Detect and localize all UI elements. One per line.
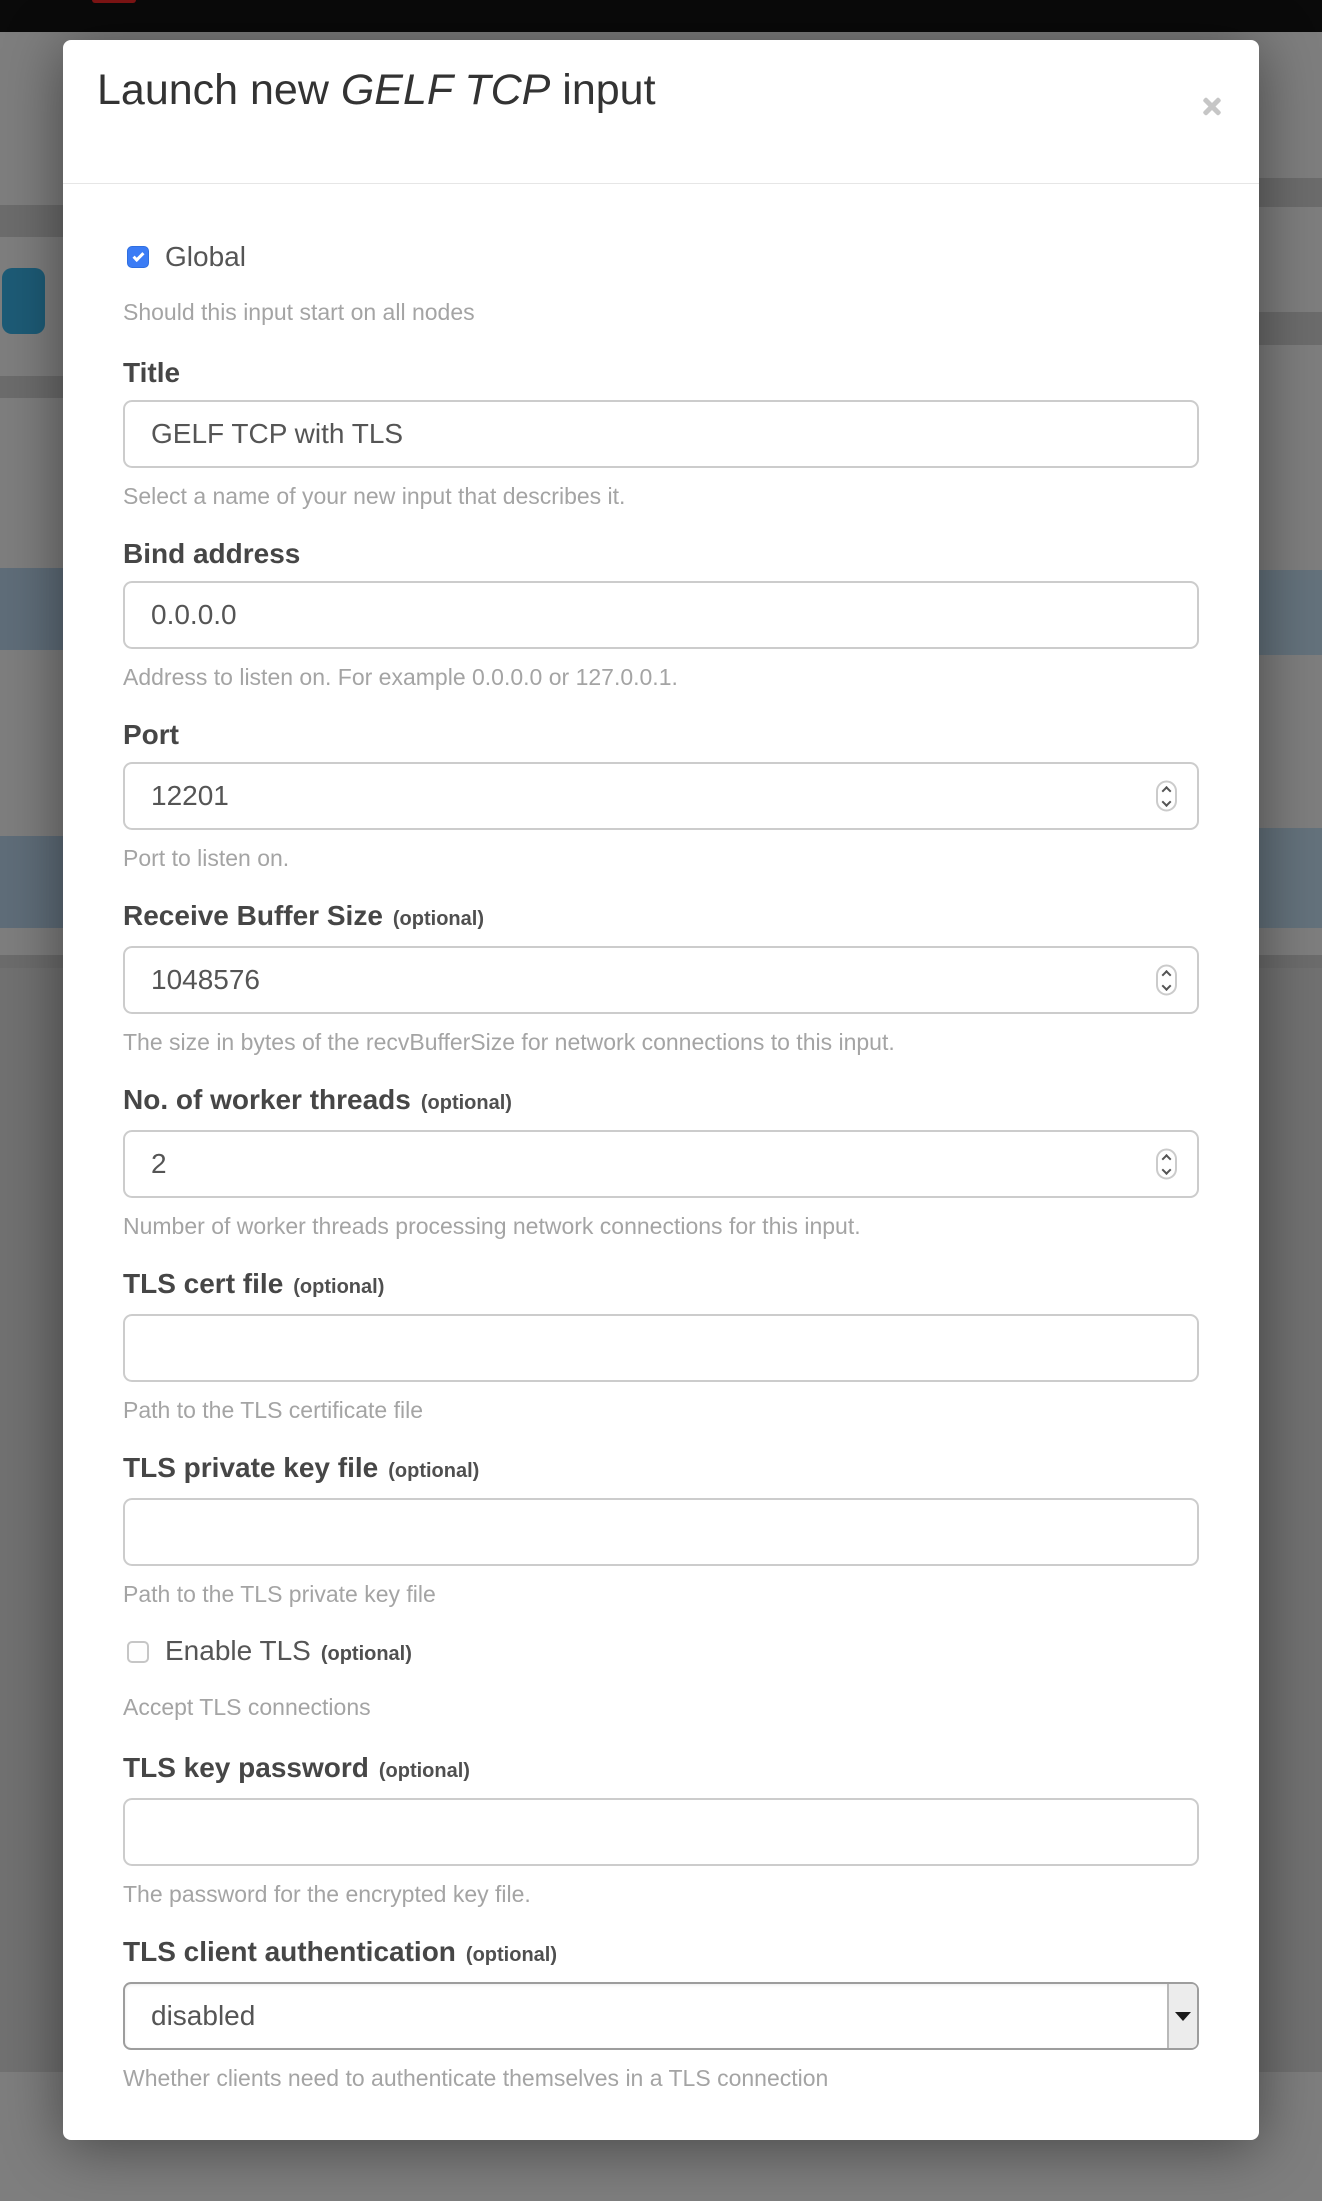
global-checkbox[interactable] [127,246,149,268]
bind-address-input[interactable] [123,581,1199,649]
stepper-down-icon[interactable] [1162,797,1172,807]
stepper-down-icon[interactable] [1162,981,1172,991]
top-navbar [0,0,1322,32]
tls-cert-file-help-text: Path to the TLS certificate file [123,1397,424,1423]
select-arrow-strip[interactable] [1167,1984,1197,2048]
enable-tls-checkbox[interactable] [127,1641,149,1663]
logo-red-fragment [92,0,136,3]
tls-private-key-file-label: TLS private key file (optional) [123,1452,480,1483]
receive-buffer-size-stepper[interactable] [1156,965,1177,996]
form-group-tls-cert-file [123,1269,1199,1422]
tls-client-auth-help-text: Whether clients need to authenticate themselves in a TLS connection [123,2065,829,2091]
port-label: Port [123,719,179,750]
receive-buffer-size-label: Receive Buffer Size (optional) [123,900,484,931]
tls-key-password-input[interactable] [123,1798,1199,1866]
worker-threads-stepper[interactable] [1156,1149,1177,1180]
background-table-row [0,568,63,650]
form-group-title [123,358,1199,508]
background-page-left [0,32,63,2072]
background-table-row [1259,570,1322,655]
port-stepper[interactable] [1156,781,1177,812]
dropdown-arrow-icon [1175,2012,1191,2021]
checkmark-icon [132,249,144,261]
port-input[interactable] [123,762,1199,830]
port-help-text: Port to listen on. [123,845,290,871]
background-table-row [0,836,63,928]
background-divider [1259,178,1322,207]
enable-tls-checkbox-label: Enable TLS (optional) [165,1634,412,1666]
form-group-receive-buffer-size [123,901,1199,1054]
background-divider [0,205,63,237]
launch-input-modal [63,40,1259,2140]
bind-address-label: Bind address [123,538,301,569]
form-group-bind-address [123,539,1199,689]
tls-client-auth-select[interactable] [123,1982,1199,2050]
global-checkbox-row [123,242,1199,272]
title-label: Title [123,357,181,388]
form-group-tls-key-password [123,1753,1199,1906]
tls-client-auth-selected-value: disabled [151,2000,256,2031]
modal-title: Launch new GELF TCP input [97,66,656,114]
background-footer-area [0,968,63,2072]
modal-body [63,184,1259,2201]
worker-threads-label: No. of worker threads (optional) [123,1084,512,1115]
stepper-up-icon[interactable] [1162,1154,1172,1164]
input-type-name: GELF TCP [340,66,551,114]
enable-tls-checkbox-row [123,1634,1199,1667]
background-divider [1259,955,1322,968]
tls-cert-file-label: TLS cert file (optional) [123,1268,385,1299]
tls-private-key-file-input[interactable] [123,1498,1199,1566]
form-group-tls-client-auth [123,1937,1199,2090]
tls-key-password-label: TLS key password (optional) [123,1752,470,1783]
background-divider [0,955,63,968]
background-page-right [1259,32,1322,2072]
tls-cert-file-input[interactable] [123,1314,1199,1382]
receive-buffer-size-input[interactable] [123,946,1199,1014]
worker-threads-help-text: Number of worker threads processing network connections for this input. [123,1213,861,1239]
form-group-tls-private-key-file [123,1453,1199,1606]
tls-private-key-file-help-text: Path to the TLS private key file [123,1581,436,1607]
worker-threads-input[interactable] [123,1130,1199,1198]
background-divider [0,376,63,398]
form-group-worker-threads [123,1085,1199,1238]
bind-address-help-text: Address to listen on. For example 0.0.0.0 or 127.0.0.1. [123,664,678,690]
tls-client-auth-label: TLS client authentication (optional) [123,1936,558,1967]
close-button[interactable] [1199,94,1225,120]
stepper-down-icon[interactable] [1162,1165,1172,1175]
background-teal-button [2,268,45,334]
enable-tls-help-text: Accept TLS connections [123,1694,371,1720]
receive-buffer-size-help-text: The size in bytes of the recvBufferSize for network connections to this input. [123,1029,895,1055]
stepper-up-icon[interactable] [1162,970,1172,980]
background-divider [1259,312,1322,345]
background-footer-area [1259,968,1322,2072]
stepper-up-icon[interactable] [1162,786,1172,796]
modal-header [63,62,1259,184]
title-input[interactable] [123,400,1199,468]
form-group-enable-tls [123,1634,1199,1720]
form-group-global [123,242,1199,324]
tls-key-password-help-text: The password for the encrypted key file. [123,1881,531,1907]
global-help-text: Should this input start on all nodes [123,299,475,325]
global-checkbox-label: Global [165,241,246,272]
form-group-port [123,720,1199,870]
title-help-text: Select a name of your new input that describes it. [123,483,626,509]
background-table-row [1259,828,1322,928]
